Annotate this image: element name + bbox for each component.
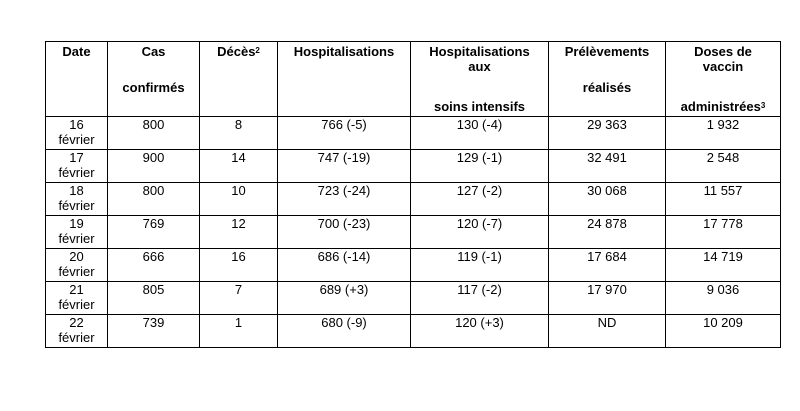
cell-cas: 805 [108,282,200,315]
header-date-label: Date [62,44,91,59]
cell-hosp: 747 (-19) [278,150,411,183]
header-hosp-soins-intensifs [411,42,549,117]
table-row [46,249,781,282]
header-hospitalisations [278,42,411,117]
cell-prel: 32 491 [549,150,666,183]
table-row [46,282,781,315]
cell-si: 117 (-2) [411,282,549,315]
cell-si: 130 (-4) [411,117,549,150]
cell-si: 129 (-1) [411,150,549,183]
cell-cas: 769 [108,216,200,249]
header-prel-line2: réalisés [582,80,632,95]
header-row [46,42,781,117]
cell-hosp: 700 (-23) [278,216,411,249]
table-row [46,216,781,249]
header-deces-footnote: 2 [255,46,260,55]
cell-doses: 10 209 [666,315,781,348]
cell-hosp: 680 (-9) [278,315,411,348]
cell-cas: 666 [108,249,200,282]
header-cas-line2: confirmés [122,80,185,95]
cell-cas: 739 [108,315,200,348]
cell-deces: 1 [200,315,278,348]
cell-deces: 7 [200,282,278,315]
header-date [46,42,108,117]
table-row [46,183,781,216]
covid-stats-table [45,41,781,348]
cell-deces: 16 [200,249,278,282]
cell-date: 21 février [46,282,108,315]
header-doses-line3: administrées [680,99,761,114]
header-prelevements [549,42,666,117]
cell-hosp: 766 (-5) [278,117,411,150]
cell-cas: 800 [108,117,200,150]
table-row [46,315,781,348]
cell-date: 16 février [46,117,108,150]
header-si-line3: soins intensifs [433,99,526,114]
cell-prel: 17 684 [549,249,666,282]
cell-cas: 800 [108,183,200,216]
header-prel-line1: Prélèvements [564,44,650,59]
cell-date: 20 février [46,249,108,282]
cell-date: 18 février [46,183,108,216]
cell-prel: 24 878 [549,216,666,249]
cell-doses: 1 932 [666,117,781,150]
cell-date: 17 février [46,150,108,183]
cell-hosp: 689 (+3) [278,282,411,315]
header-doses-vaccin [666,42,781,117]
table-row [46,150,781,183]
cell-prel: 29 363 [549,117,666,150]
cell-doses: 17 778 [666,216,781,249]
header-cas-confirmes [108,42,200,117]
cell-si: 120 (-7) [411,216,549,249]
table-row [46,117,781,150]
header-doses-line1: Doses de [694,44,752,59]
cell-si: 120 (+3) [411,315,549,348]
cell-deces: 8 [200,117,278,150]
cell-prel: 30 068 [549,183,666,216]
header-si-line1: Hospitalisations [429,44,530,59]
cell-date: 19 février [46,216,108,249]
cell-si: 119 (-1) [411,249,549,282]
header-cas-line1: Cas [141,44,166,59]
cell-prel: ND [549,315,666,348]
cell-doses: 14 719 [666,249,781,282]
cell-doses: 9 036 [666,282,781,315]
header-deces [200,42,278,117]
header-si-line2: aux [468,59,491,74]
cell-deces: 12 [200,216,278,249]
cell-hosp: 723 (-24) [278,183,411,216]
cell-doses: 11 557 [666,183,781,216]
header-doses-footnote: 3 [760,101,766,110]
cell-deces: 14 [200,150,278,183]
header-doses-line2: vaccin [702,59,744,74]
cell-si: 127 (-2) [411,183,549,216]
header-hosp-label: Hospitalisations [293,44,395,59]
cell-hosp: 686 (-14) [278,249,411,282]
cell-deces: 10 [200,183,278,216]
cell-doses: 2 548 [666,150,781,183]
cell-cas: 900 [108,150,200,183]
header-deces-label: Décès [217,44,256,59]
cell-prel: 17 970 [549,282,666,315]
cell-date: 22 février [46,315,108,348]
